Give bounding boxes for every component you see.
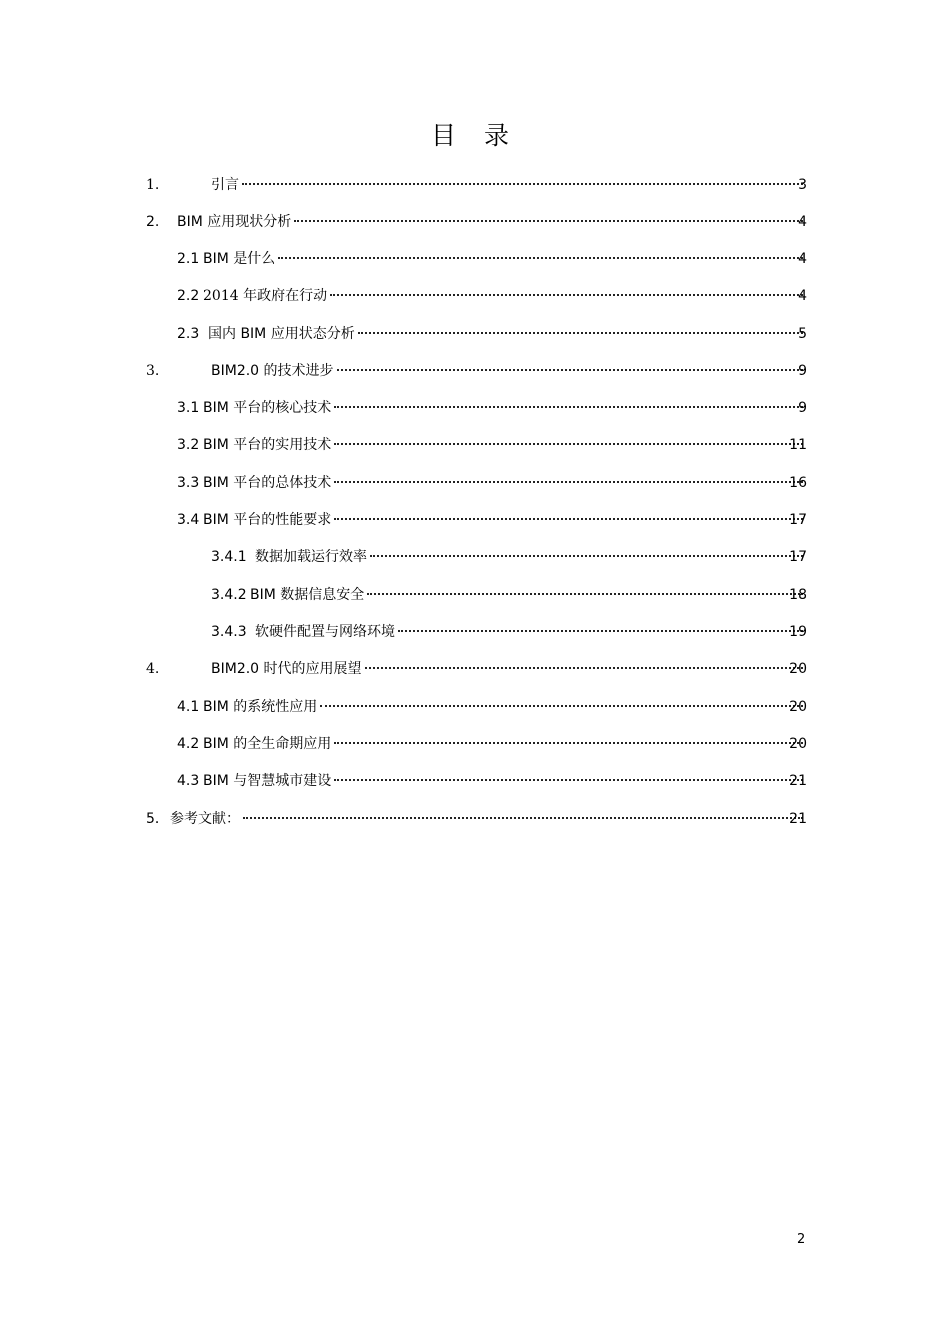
toc-entry-page: 3	[798, 177, 807, 193]
toc-entry-number: 2.	[146, 214, 160, 230]
dot-leader	[358, 332, 803, 334]
toc-entry-leader	[211, 359, 803, 383]
toc-entry-page: 16	[789, 475, 807, 491]
toc-entry-label: BIM 平台的总体技术	[203, 475, 332, 491]
toc-entry-2-1[interactable]	[0, 247, 950, 271]
toc-entry-4[interactable]	[0, 657, 950, 681]
toc-entry-number: 1.	[146, 177, 160, 193]
toc-entry-label: BIM 平台的实用技术	[203, 437, 332, 453]
toc-entry-page: 17	[789, 512, 807, 528]
dot-leader	[398, 630, 803, 632]
toc-entry-number: 3.4.2	[211, 587, 247, 603]
toc-entry-label: 引言	[211, 177, 239, 193]
toc-entry-page: 20	[789, 699, 807, 715]
toc-entry-label: BIM 平台的核心技术	[203, 400, 332, 416]
toc-entry-leader	[203, 396, 803, 420]
dot-leader	[334, 481, 803, 483]
toc-entry-leader	[203, 508, 803, 532]
toc-entry-page: 4	[798, 288, 807, 304]
toc-entry-page: 4	[798, 214, 807, 230]
toc-entry-number: 4.3	[177, 773, 200, 789]
toc-entry-number: 3.3	[177, 475, 200, 491]
toc-entry-3-2[interactable]	[0, 433, 950, 457]
toc-entry-label: 参考文献：	[170, 811, 240, 827]
toc-entry-number: 4.2	[177, 736, 200, 752]
toc-entry-3-4[interactable]	[0, 508, 950, 532]
toc-entry-3-4-3[interactable]	[0, 620, 950, 644]
toc-entry-number: 3.4.1	[211, 549, 247, 565]
dot-leader	[242, 183, 803, 185]
toc-entry-label: 软硬件配置与网络环境	[255, 624, 395, 640]
toc-entry-page: 11	[789, 437, 807, 453]
toc-entry-leader	[255, 545, 803, 569]
toc-entry-label: BIM2.0 的技术进步	[211, 363, 334, 379]
toc-entry-4-3[interactable]	[0, 769, 950, 793]
toc-entry-leader	[203, 695, 803, 719]
dot-leader	[334, 443, 803, 445]
toc-entry-leader	[177, 210, 803, 234]
toc-entry-2[interactable]	[0, 210, 950, 234]
dot-leader	[294, 220, 803, 222]
toc-entry-number: 2.2	[177, 288, 200, 304]
dot-leader	[330, 294, 803, 296]
toc-entry-label: BIM 的全生命期应用	[203, 736, 332, 752]
dot-leader	[243, 817, 803, 819]
toc-entry-leader	[203, 284, 803, 308]
toc-entry-leader	[250, 583, 803, 607]
toc-entry-1[interactable]	[0, 173, 950, 197]
toc-entry-number: 2.3	[177, 326, 200, 342]
dot-leader	[365, 667, 803, 669]
toc-entry-label: BIM2.0 时代的应用展望	[211, 661, 362, 677]
toc-entry-label: BIM 应用现状分析	[177, 214, 292, 230]
toc-entry-number: 3.1	[177, 400, 200, 416]
toc-entry-number: 3.2	[177, 437, 200, 453]
toc-entry-2-3[interactable]	[0, 322, 950, 346]
toc-entry-page: 20	[789, 661, 807, 677]
toc-entry-page: 9	[798, 363, 807, 379]
dot-leader	[334, 406, 803, 408]
dot-leader	[320, 705, 803, 707]
page-number: 2	[797, 1232, 806, 1247]
toc-entry-page: 4	[798, 251, 807, 267]
toc-entry-page: 20	[789, 736, 807, 752]
toc-entry-leader	[203, 732, 803, 756]
toc-entry-label: 2014 年政府在行动	[203, 288, 328, 304]
toc-entry-page: 17	[789, 549, 807, 565]
toc-entry-leader	[255, 620, 803, 644]
toc-entry-2-2[interactable]	[0, 284, 950, 308]
toc-entry-number: 2.1	[177, 251, 200, 267]
toc-title: 目 录	[431, 121, 519, 150]
toc-entry-3[interactable]	[0, 359, 950, 383]
toc-entry-label: BIM 数据信息安全	[250, 587, 365, 603]
toc-entry-label: BIM 平台的性能要求	[203, 512, 332, 528]
toc-entry-page: 21	[789, 811, 807, 827]
toc-entry-3-3[interactable]	[0, 471, 950, 495]
toc-entry-number: 3.	[146, 363, 160, 379]
toc-entry-page: 5	[798, 326, 807, 342]
toc-entry-number: 4.	[146, 661, 160, 677]
toc-entry-page: 18	[789, 587, 807, 603]
toc-entry-number: 4.1	[177, 699, 200, 715]
toc-entry-label: 数据加载运行效率	[255, 549, 367, 565]
toc-entry-page: 19	[789, 624, 807, 640]
toc-entry-3-1[interactable]	[0, 396, 950, 420]
toc-entry-leader	[203, 471, 803, 495]
toc-entry-leader	[211, 173, 803, 197]
toc-entry-4-2[interactable]	[0, 732, 950, 756]
toc-entry-leader	[170, 807, 803, 831]
toc-entry-number: 3.4	[177, 512, 200, 528]
dot-leader	[367, 593, 803, 595]
toc-entry-leader	[203, 769, 803, 793]
dot-leader	[334, 742, 803, 744]
toc-entry-page: 9	[798, 400, 807, 416]
dot-leader	[278, 257, 803, 259]
dot-leader	[334, 518, 803, 520]
toc-entry-label: BIM 与智慧城市建设	[203, 773, 332, 789]
toc-entry-leader	[203, 247, 803, 271]
toc-entry-label: 国内 BIM 应用状态分析	[208, 326, 355, 342]
toc-entry-leader	[211, 657, 803, 681]
toc-entry-number: 3.4.3	[211, 624, 247, 640]
toc-entry-leader	[208, 322, 803, 346]
toc-entry-label: BIM 的系统性应用	[203, 699, 318, 715]
toc-entry-4-1[interactable]	[0, 695, 950, 719]
toc-entry-leader	[203, 433, 803, 457]
toc-entry-3-4-2[interactable]	[0, 583, 950, 607]
toc-entry-number: 5．	[146, 811, 169, 827]
toc-entry-3-4-1[interactable]	[0, 545, 950, 569]
dot-leader	[334, 779, 803, 781]
toc-entry-page: 21	[789, 773, 807, 789]
dot-leader	[337, 369, 803, 371]
toc-entry-label: BIM 是什么	[203, 251, 276, 267]
dot-leader	[370, 555, 803, 557]
toc-entry-5[interactable]	[0, 807, 950, 831]
